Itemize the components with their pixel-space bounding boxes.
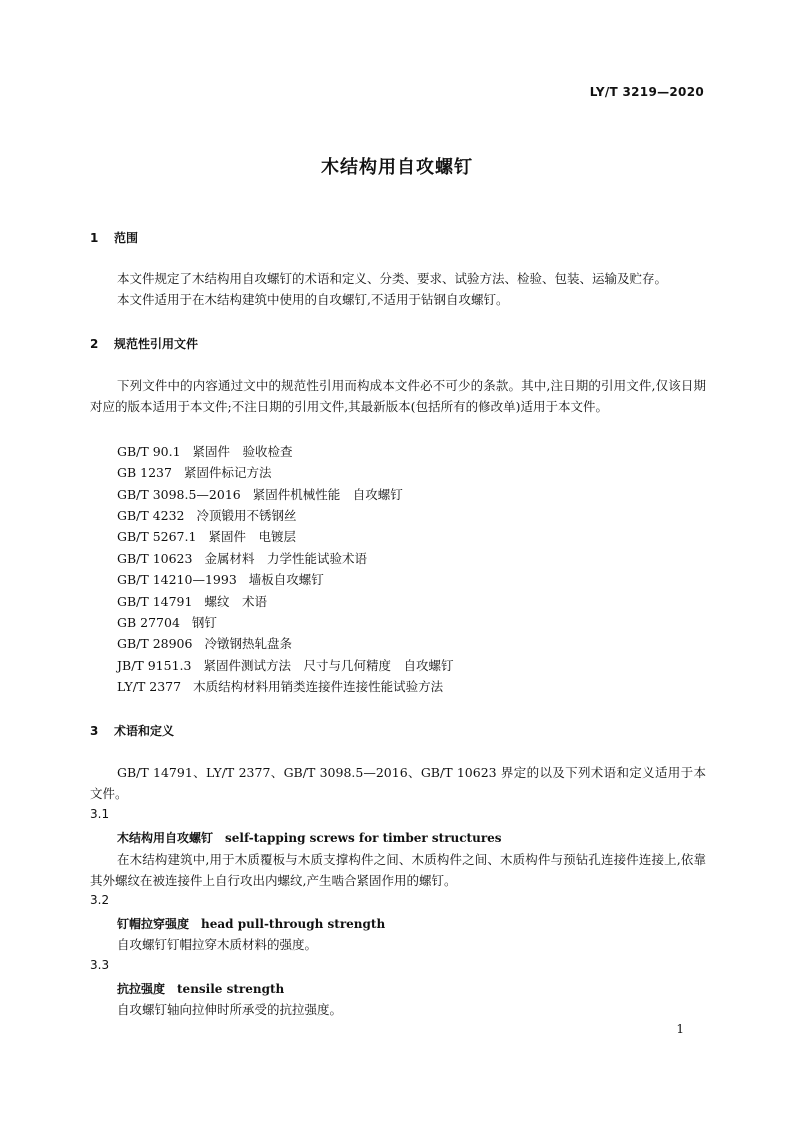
reference-item — [117, 592, 267, 610]
term-number: 3.2 — [90, 893, 110, 907]
reference-code: GB 1237 — [117, 465, 172, 480]
reference-item — [117, 485, 403, 503]
term-definition: 自攻螺钉轴向拉伸时所承受的抗拉强度。 — [117, 1002, 343, 1017]
reference-code: GB/T 90.1 — [117, 444, 181, 459]
reference-title: 冷顶锻用不锈钢丝 — [196, 508, 297, 523]
reference-code: JB/T 9151.3 — [117, 658, 192, 673]
reference-title: 紧固件 验收检查 — [192, 444, 293, 459]
section-title: 范围 — [114, 231, 139, 245]
term-zh: 抗拉强度 — [117, 982, 166, 996]
reference-code: GB 27704 — [117, 615, 180, 630]
reference-code: GB/T 4232 — [117, 508, 185, 523]
reference-title: 紧固件测试方法 尺寸与几何精度 自攻螺钉 — [203, 658, 454, 673]
reference-item — [117, 549, 367, 567]
reference-code: GB/T 5267.1 — [117, 529, 197, 544]
reference-item — [117, 570, 324, 588]
section-title: 术语和定义 — [114, 724, 175, 738]
term-heading — [117, 980, 284, 997]
reference-item — [117, 463, 271, 481]
section-title: 规范性引用文件 — [114, 337, 199, 351]
reference-code: GB/T 28906 — [117, 636, 193, 651]
term-definition: 在木结构建筑中,用于木质覆板与木质支撑构件之间、木质构件之间、木质构件与预钻孔连接件连接上,依靠其外螺纹在被连接件上自行攻出内螺纹,产生啮合紧固作用的螺钉。 — [90, 852, 706, 888]
reference-title: 钢钉 — [191, 615, 217, 630]
reference-title: 紧固件标记方法 — [183, 465, 272, 480]
term-number: 3.3 — [90, 958, 110, 972]
term-en: self-tapping screws for timber structures — [225, 831, 502, 845]
scope-paragraph-1: 本文件规定了木结构用自攻螺钉的术语和定义、分类、要求、试验方法、检验、包装、运输及贮存。 — [117, 271, 668, 286]
section-number: 2 — [90, 337, 99, 351]
reference-title: 紧固件机械性能 自攻螺钉 — [252, 487, 403, 502]
reference-item — [117, 613, 217, 631]
reference-code: GB/T 3098.5—2016 — [117, 487, 241, 502]
term-heading — [117, 915, 385, 932]
section-number: 3 — [90, 724, 99, 738]
reference-code: GB/T 14791 — [117, 594, 193, 609]
reference-title: 螺纹 术语 — [204, 594, 267, 609]
section-number: 1 — [90, 231, 99, 245]
reference-title: 墙板自攻螺钉 — [248, 572, 324, 587]
reference-title: 冷镦钢热轧盘条 — [204, 636, 292, 651]
term-number: 3.1 — [90, 807, 110, 821]
reference-title: 木质结构材料用销类连接件连接性能试验方法 — [193, 679, 444, 694]
reference-item — [117, 677, 443, 695]
section-3-heading — [90, 722, 174, 739]
section-2-heading — [90, 335, 198, 352]
term-zh: 木结构用自攻螺钉 — [117, 831, 214, 845]
term-en: head pull-through strength — [201, 917, 386, 931]
term-en: tensile strength — [177, 982, 285, 996]
reference-code: GB/T 10623 — [117, 551, 193, 566]
term-heading — [117, 829, 502, 846]
reference-title: 紧固件 电镀层 — [208, 529, 296, 544]
reference-code: GB/T 14210—1993 — [117, 572, 237, 587]
page-number: 1 — [676, 1022, 684, 1036]
reference-item — [117, 527, 296, 545]
reference-item — [117, 656, 453, 674]
term-definition: 自攻螺钉钉帽拉穿木质材料的强度。 — [117, 937, 318, 952]
reference-code: LY/T 2377 — [117, 679, 182, 694]
references-intro: 下列文件中的内容通过文中的规范性引用而构成本文件必不可少的条款。其中,注日期的引用文件,仅该日期对应的版本适用于本文件;不注日期的引用文件,其最新版本(包括所有的修改单)适用于本文件。 — [90, 378, 706, 414]
term-zh: 钉帽拉穿强度 — [117, 917, 190, 931]
scope-paragraph-2: 本文件适用于在木结构建筑中使用的自攻螺钉,不适用于钻钢自攻螺钉。 — [117, 292, 509, 307]
reference-title: 金属材料 力学性能试验术语 — [204, 551, 367, 566]
standard-code: LY/T 3219—2020 — [589, 85, 704, 99]
reference-item — [117, 634, 292, 652]
reference-item — [117, 506, 297, 524]
reference-item — [117, 442, 293, 460]
terms-intro: GB/T 14791、LY/T 2377、GB/T 3098.5—2016、GB/T 10623 界定的以及下列术语和定义适用于本文件。 — [90, 765, 706, 801]
section-1-heading — [90, 229, 138, 246]
document-title: 木结构用自攻螺钉 — [321, 157, 473, 178]
